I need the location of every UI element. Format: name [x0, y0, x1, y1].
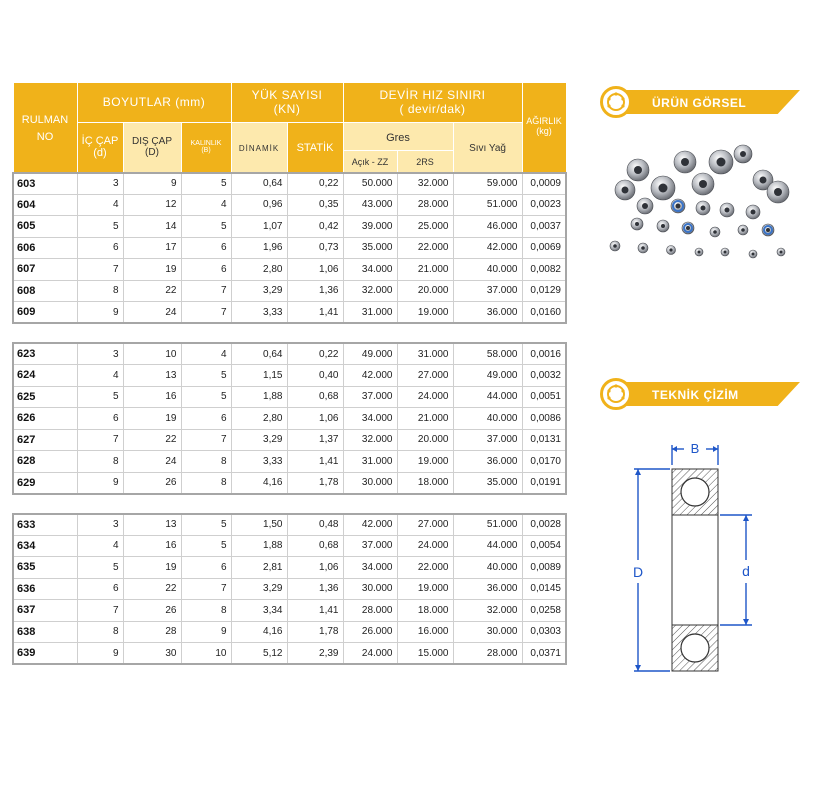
cell-grease-2rs: 21.000: [397, 259, 453, 281]
cell-bearing-no: 604: [13, 194, 77, 216]
cell-dynamic-load: 3,33: [231, 302, 287, 324]
cell-grease-open-zz: 31.000: [343, 451, 397, 473]
cell-static-load: 0,22: [287, 343, 343, 365]
cell-dynamic-load: 1,07: [231, 216, 287, 238]
bearing-cross-section-icon: [628, 425, 758, 675]
cell-thickness: 7: [181, 578, 231, 600]
header-statik: STATİK: [287, 123, 343, 173]
cell-static-load: 1,36: [287, 280, 343, 302]
cell-oil-speed: 44.000: [453, 535, 522, 557]
cell-outer-diameter: 9: [123, 173, 181, 195]
cell-outer-diameter: 30: [123, 643, 181, 665]
cell-grease-open-zz: 34.000: [343, 408, 397, 430]
cell-thickness: 6: [181, 557, 231, 579]
cell-grease-open-zz: 31.000: [343, 302, 397, 324]
cell-thickness: 5: [181, 386, 231, 408]
cell-outer-diameter: 10: [123, 343, 181, 365]
table-row: [13, 535, 566, 557]
cell-dynamic-load: 3,33: [231, 451, 287, 473]
cell-dynamic-load: 3,34: [231, 600, 287, 622]
cell-weight: 0,0145: [522, 578, 566, 600]
cell-dynamic-load: 1,88: [231, 386, 287, 408]
table-row: [13, 194, 566, 216]
cell-grease-open-zz: 42.000: [343, 514, 397, 536]
table-row: [13, 578, 566, 600]
cell-bearing-no: 623: [13, 343, 77, 365]
cell-weight: 0,0170: [522, 451, 566, 473]
cell-bearing-no: 625: [13, 386, 77, 408]
table-row: [13, 343, 566, 365]
cell-thickness: 5: [181, 173, 231, 195]
cell-dynamic-load: 3,29: [231, 578, 287, 600]
table-row: [13, 302, 566, 324]
cell-inner-diameter: 4: [77, 365, 123, 387]
table-row: [13, 237, 566, 259]
table-row: [13, 408, 566, 430]
cell-weight: 0,0371: [522, 643, 566, 665]
cell-bearing-no: 624: [13, 365, 77, 387]
cell-thickness: 4: [181, 343, 231, 365]
cell-inner-diameter: 9: [77, 302, 123, 324]
cell-outer-diameter: 24: [123, 451, 181, 473]
cell-bearing-no: 633: [13, 514, 77, 536]
product-image-title: ÜRÜN GÖRSEL: [652, 96, 747, 110]
cell-weight: 0,0089: [522, 557, 566, 579]
cell-thickness: 9: [181, 621, 231, 643]
cell-thickness: 5: [181, 365, 231, 387]
cell-grease-open-zz: 43.000: [343, 194, 397, 216]
cell-oil-speed: 46.000: [453, 216, 522, 238]
cell-weight: 0,0086: [522, 408, 566, 430]
cell-dynamic-load: 0,64: [231, 343, 287, 365]
cell-dynamic-load: 3,29: [231, 280, 287, 302]
cell-outer-diameter: 19: [123, 408, 181, 430]
bearing-logo-icon: [600, 86, 632, 118]
group-spacer: [13, 323, 566, 343]
cell-outer-diameter: 13: [123, 514, 181, 536]
cell-weight: 0,0051: [522, 386, 566, 408]
header-dis-cap: DIŞ ÇAP (D): [123, 123, 181, 173]
cell-thickness: 5: [181, 514, 231, 536]
cell-grease-2rs: 21.000: [397, 408, 453, 430]
cell-static-load: 0,48: [287, 514, 343, 536]
cell-inner-diameter: 3: [77, 173, 123, 195]
cell-inner-diameter: 5: [77, 386, 123, 408]
cell-bearing-no: 634: [13, 535, 77, 557]
cell-grease-open-zz: 37.000: [343, 386, 397, 408]
table-row: [13, 557, 566, 579]
cell-outer-diameter: 12: [123, 194, 181, 216]
header-sivi-yag: Sıvı Yağ: [453, 123, 522, 173]
table-row: [13, 643, 566, 665]
table-row: [13, 386, 566, 408]
cell-static-load: 0,73: [287, 237, 343, 259]
cell-dynamic-load: 4,16: [231, 621, 287, 643]
cell-static-load: 0,35: [287, 194, 343, 216]
cell-outer-diameter: 22: [123, 429, 181, 451]
cell-grease-open-zz: 49.000: [343, 343, 397, 365]
dimension-label-d: d: [742, 563, 750, 579]
cell-oil-speed: 30.000: [453, 621, 522, 643]
cell-oil-speed: 36.000: [453, 451, 522, 473]
cell-oil-speed: 37.000: [453, 429, 522, 451]
cell-outer-diameter: 19: [123, 259, 181, 281]
cell-static-load: 1,36: [287, 578, 343, 600]
cell-thickness: 4: [181, 194, 231, 216]
table-row: [13, 600, 566, 622]
header-boyutlar: BOYUTLAR (mm): [77, 83, 231, 123]
product-image-banner: [600, 86, 800, 118]
cell-bearing-no: 629: [13, 472, 77, 494]
table-header: [13, 83, 566, 173]
cell-thickness: 5: [181, 216, 231, 238]
cell-thickness: 7: [181, 429, 231, 451]
cell-dynamic-load: 4,16: [231, 472, 287, 494]
cell-grease-open-zz: 34.000: [343, 259, 397, 281]
header-rulman-no: RULMAN NO: [13, 83, 77, 173]
header-ic-cap: İÇ ÇAP (d): [77, 123, 123, 173]
cell-static-load: 1,41: [287, 600, 343, 622]
cell-grease-2rs: 18.000: [397, 600, 453, 622]
cell-outer-diameter: 17: [123, 237, 181, 259]
cell-weight: 0,0069: [522, 237, 566, 259]
table-row: [13, 472, 566, 494]
cell-grease-open-zz: 39.000: [343, 216, 397, 238]
cell-grease-2rs: 27.000: [397, 365, 453, 387]
cell-grease-open-zz: 50.000: [343, 173, 397, 195]
cell-grease-2rs: 16.000: [397, 621, 453, 643]
cell-weight: 0,0028: [522, 514, 566, 536]
cell-grease-open-zz: 32.000: [343, 429, 397, 451]
cell-weight: 0,0023: [522, 194, 566, 216]
cell-grease-open-zz: 32.000: [343, 280, 397, 302]
cell-oil-speed: 28.000: [453, 643, 522, 665]
cell-weight: 0,0160: [522, 302, 566, 324]
cell-grease-open-zz: 34.000: [343, 557, 397, 579]
cell-dynamic-load: 3,29: [231, 429, 287, 451]
cell-static-load: 0,22: [287, 173, 343, 195]
header-2rs: 2RS: [397, 151, 453, 173]
cell-weight: 0,0082: [522, 259, 566, 281]
cell-bearing-no: 639: [13, 643, 77, 665]
cell-grease-2rs: 28.000: [397, 194, 453, 216]
cell-weight: 0,0037: [522, 216, 566, 238]
cell-inner-diameter: 9: [77, 472, 123, 494]
cell-weight: 0,0129: [522, 280, 566, 302]
cell-weight: 0,0032: [522, 365, 566, 387]
cell-inner-diameter: 8: [77, 280, 123, 302]
bearing-spec-table: [12, 82, 567, 665]
cell-inner-diameter: 5: [77, 216, 123, 238]
cell-inner-diameter: 6: [77, 578, 123, 600]
cell-bearing-no: 603: [13, 173, 77, 195]
cell-oil-speed: 37.000: [453, 280, 522, 302]
cell-inner-diameter: 7: [77, 429, 123, 451]
table-row: [13, 514, 566, 536]
cell-weight: 0,0054: [522, 535, 566, 557]
group-spacer: [13, 494, 566, 514]
cell-grease-open-zz: 28.000: [343, 600, 397, 622]
cell-dynamic-load: 0,96: [231, 194, 287, 216]
cell-static-load: 0,40: [287, 365, 343, 387]
cell-dynamic-load: 1,15: [231, 365, 287, 387]
cell-inner-diameter: 8: [77, 451, 123, 473]
cell-inner-diameter: 8: [77, 621, 123, 643]
cell-grease-2rs: 31.000: [397, 343, 453, 365]
cell-inner-diameter: 7: [77, 259, 123, 281]
cell-oil-speed: 51.000: [453, 194, 522, 216]
cell-thickness: 5: [181, 535, 231, 557]
cell-bearing-no: 607: [13, 259, 77, 281]
cell-outer-diameter: 13: [123, 365, 181, 387]
cell-grease-2rs: 25.000: [397, 216, 453, 238]
cell-outer-diameter: 22: [123, 280, 181, 302]
cell-thickness: 7: [181, 280, 231, 302]
cell-static-load: 0,68: [287, 386, 343, 408]
cell-inner-diameter: 7: [77, 600, 123, 622]
cell-oil-speed: 51.000: [453, 514, 522, 536]
cell-static-load: 1,37: [287, 429, 343, 451]
cell-weight: 0,0258: [522, 600, 566, 622]
cell-grease-2rs: 19.000: [397, 578, 453, 600]
bearing-photo-icon: [603, 140, 803, 270]
cell-thickness: 6: [181, 408, 231, 430]
cell-bearing-no: 609: [13, 302, 77, 324]
cell-bearing-no: 608: [13, 280, 77, 302]
cell-dynamic-load: 2,80: [231, 408, 287, 430]
dimension-label-B: B: [690, 441, 700, 456]
cell-dynamic-load: 0,64: [231, 173, 287, 195]
cell-inner-diameter: 4: [77, 194, 123, 216]
bearing-group: [13, 343, 566, 494]
cell-bearing-no: 635: [13, 557, 77, 579]
cell-oil-speed: 40.000: [453, 557, 522, 579]
cell-grease-open-zz: 24.000: [343, 643, 397, 665]
technical-drawing-banner: [600, 378, 800, 410]
cell-grease-2rs: 24.000: [397, 386, 453, 408]
bearing-group: [13, 173, 566, 324]
cell-oil-speed: 58.000: [453, 343, 522, 365]
header-yuk-sayisi: YÜK SAYISI (KN): [231, 83, 343, 123]
cell-thickness: 8: [181, 472, 231, 494]
cell-bearing-no: 606: [13, 237, 77, 259]
cell-grease-2rs: 19.000: [397, 302, 453, 324]
cell-grease-open-zz: 30.000: [343, 578, 397, 600]
cell-thickness: 10: [181, 643, 231, 665]
cell-oil-speed: 36.000: [453, 302, 522, 324]
cell-outer-diameter: 16: [123, 535, 181, 557]
cell-inner-diameter: 4: [77, 535, 123, 557]
cell-oil-speed: 59.000: [453, 173, 522, 195]
cell-outer-diameter: 19: [123, 557, 181, 579]
bearing-group: [13, 514, 566, 665]
cell-grease-open-zz: 42.000: [343, 365, 397, 387]
cell-static-load: 1,41: [287, 451, 343, 473]
cell-static-load: 1,06: [287, 408, 343, 430]
header-devir: DEVİR HIZ SINIRI ( devir/dak): [343, 83, 522, 123]
cell-dynamic-load: 1,50: [231, 514, 287, 536]
header-dinamik: DİNAMİK: [231, 123, 287, 173]
cell-grease-2rs: 32.000: [397, 173, 453, 195]
cell-inner-diameter: 6: [77, 408, 123, 430]
cell-static-load: 1,78: [287, 621, 343, 643]
cell-grease-open-zz: 37.000: [343, 535, 397, 557]
technical-drawing-title: TEKNİK ÇİZİM: [652, 388, 739, 402]
cell-weight: 0,0303: [522, 621, 566, 643]
cell-oil-speed: 40.000: [453, 259, 522, 281]
cell-thickness: 7: [181, 302, 231, 324]
header-agirlik: AĞIRLIK (kg): [522, 83, 566, 173]
cell-grease-2rs: 27.000: [397, 514, 453, 536]
cell-bearing-no: 636: [13, 578, 77, 600]
cell-grease-open-zz: 26.000: [343, 621, 397, 643]
cell-weight: 0,0131: [522, 429, 566, 451]
cell-grease-open-zz: 35.000: [343, 237, 397, 259]
cell-static-load: 0,68: [287, 535, 343, 557]
cell-grease-2rs: 15.000: [397, 643, 453, 665]
cell-bearing-no: 628: [13, 451, 77, 473]
cell-static-load: 0,42: [287, 216, 343, 238]
cell-bearing-no: 605: [13, 216, 77, 238]
cell-bearing-no: 638: [13, 621, 77, 643]
cell-inner-diameter: 5: [77, 557, 123, 579]
cell-outer-diameter: 28: [123, 621, 181, 643]
cell-oil-speed: 44.000: [453, 386, 522, 408]
cell-grease-2rs: 24.000: [397, 535, 453, 557]
cell-dynamic-load: 1,96: [231, 237, 287, 259]
cell-oil-speed: 35.000: [453, 472, 522, 494]
table-row: [13, 216, 566, 238]
cell-bearing-no: 627: [13, 429, 77, 451]
cell-thickness: 6: [181, 259, 231, 281]
cell-static-load: 1,41: [287, 302, 343, 324]
cell-inner-diameter: 3: [77, 514, 123, 536]
header-acik-zz: Açık - ZZ: [343, 151, 397, 173]
cell-weight: 0,0191: [522, 472, 566, 494]
cell-weight: 0,0016: [522, 343, 566, 365]
cell-grease-2rs: 18.000: [397, 472, 453, 494]
cell-bearing-no: 626: [13, 408, 77, 430]
table-row: [13, 451, 566, 473]
cell-grease-open-zz: 30.000: [343, 472, 397, 494]
bearing-logo-icon: [600, 378, 632, 410]
cell-inner-diameter: 3: [77, 343, 123, 365]
cell-grease-2rs: 22.000: [397, 557, 453, 579]
cell-static-load: 1,06: [287, 259, 343, 281]
cell-thickness: 8: [181, 600, 231, 622]
cell-thickness: 8: [181, 451, 231, 473]
cell-oil-speed: 36.000: [453, 578, 522, 600]
header-kalinlik: KALINLIK (B): [181, 123, 231, 173]
cell-weight: 0,0009: [522, 173, 566, 195]
dimension-label-D: D: [632, 564, 644, 580]
cell-outer-diameter: 14: [123, 216, 181, 238]
cell-grease-2rs: 20.000: [397, 429, 453, 451]
cell-dynamic-load: 5,12: [231, 643, 287, 665]
cell-dynamic-load: 1,88: [231, 535, 287, 557]
cell-outer-diameter: 26: [123, 600, 181, 622]
cell-outer-diameter: 22: [123, 578, 181, 600]
table-row: [13, 621, 566, 643]
cell-outer-diameter: 26: [123, 472, 181, 494]
cell-inner-diameter: 6: [77, 237, 123, 259]
cell-thickness: 6: [181, 237, 231, 259]
table-row: [13, 280, 566, 302]
cell-static-load: 2,39: [287, 643, 343, 665]
cell-oil-speed: 49.000: [453, 365, 522, 387]
cell-grease-2rs: 20.000: [397, 280, 453, 302]
cell-outer-diameter: 16: [123, 386, 181, 408]
cell-dynamic-load: 2,80: [231, 259, 287, 281]
table-row: [13, 259, 566, 281]
cell-oil-speed: 42.000: [453, 237, 522, 259]
cell-grease-2rs: 22.000: [397, 237, 453, 259]
table-row: [13, 365, 566, 387]
table-row: [13, 173, 566, 195]
cell-inner-diameter: 9: [77, 643, 123, 665]
cell-outer-diameter: 24: [123, 302, 181, 324]
cell-oil-speed: 40.000: [453, 408, 522, 430]
cell-dynamic-load: 2,81: [231, 557, 287, 579]
cell-static-load: 1,78: [287, 472, 343, 494]
header-gres: Gres: [343, 123, 453, 151]
cell-grease-2rs: 19.000: [397, 451, 453, 473]
cell-oil-speed: 32.000: [453, 600, 522, 622]
cell-static-load: 1,06: [287, 557, 343, 579]
cell-bearing-no: 637: [13, 600, 77, 622]
table-row: [13, 429, 566, 451]
